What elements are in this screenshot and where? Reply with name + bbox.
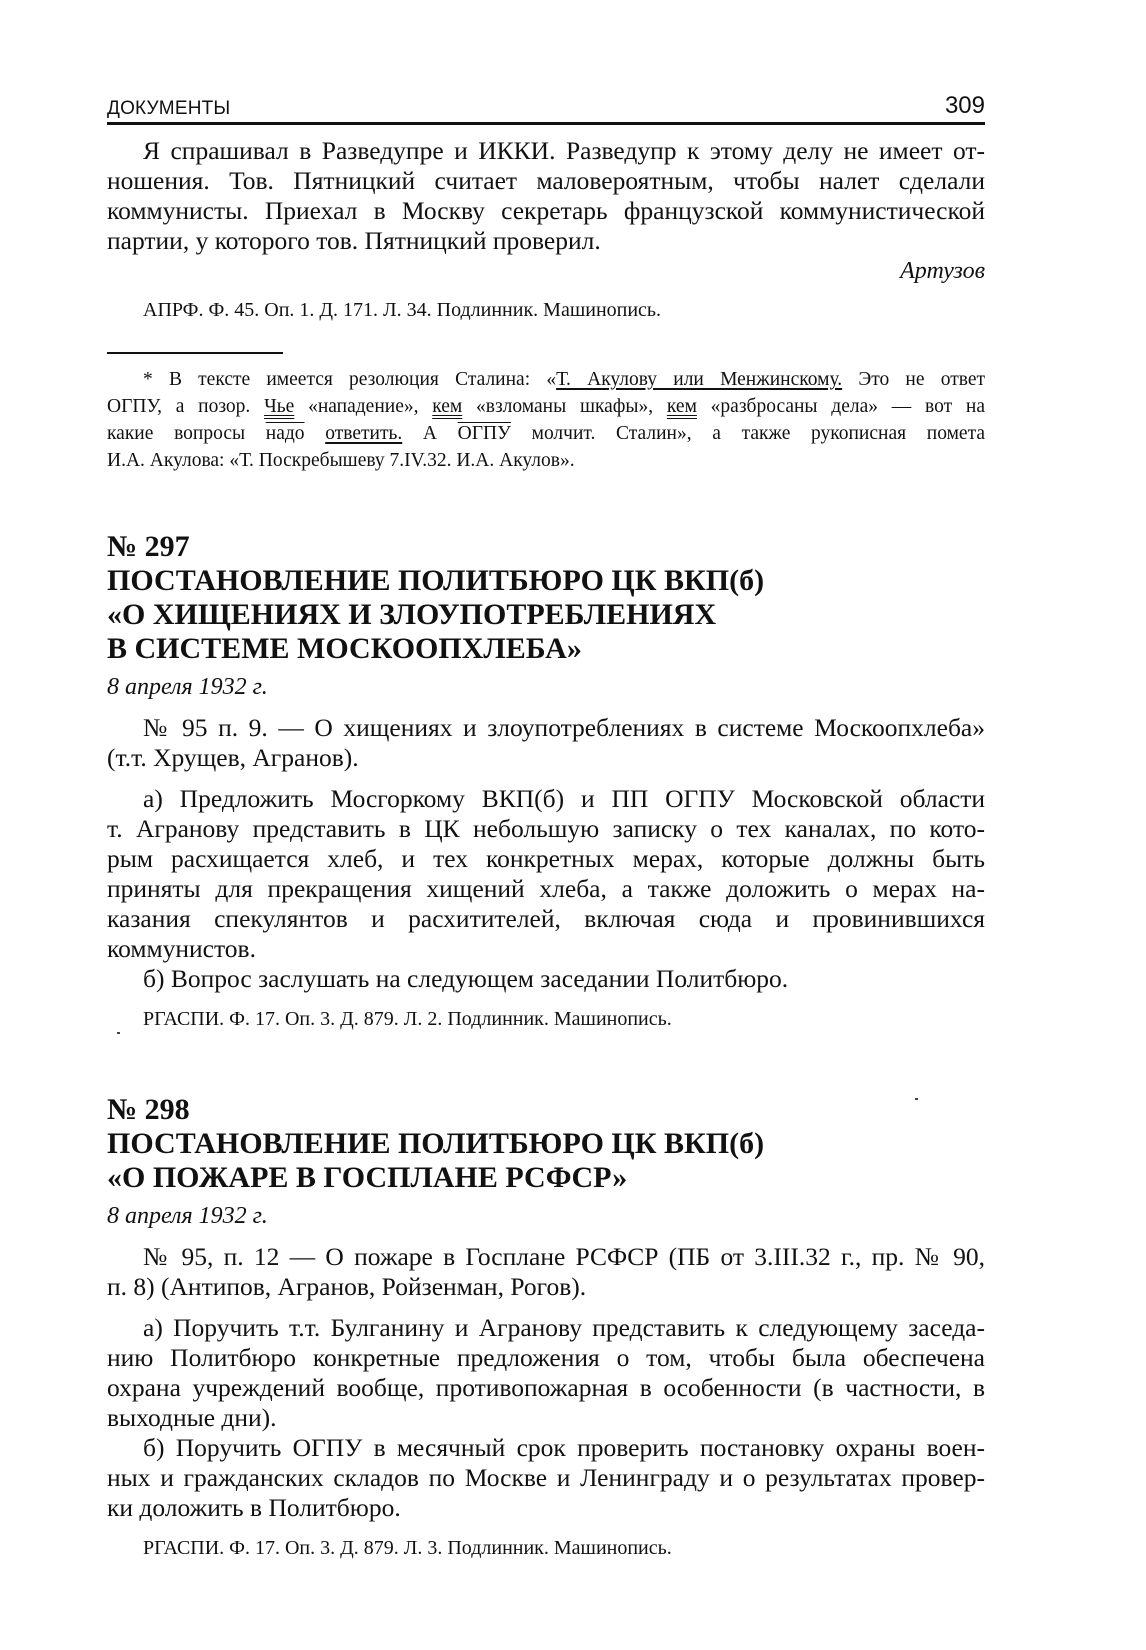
text-line: ки доложить в Политбюро. — [107, 1493, 401, 1522]
header-rule — [107, 122, 985, 125]
scan-speck — [915, 1098, 918, 1100]
underlined-text: ответить. — [325, 423, 403, 444]
text-line: т. Агранову представить в ЦК небольшую записку о тех каналах, по кото- — [107, 814, 985, 843]
text-line: нию Политбюро конкретные предложения о том, чтобы была обеспечена — [107, 1343, 985, 1372]
item-a — [107, 784, 985, 964]
text-line: а) Поручить т.т. Булганину и Агранову представить к следующему заседа- — [143, 1313, 985, 1342]
archive-reference: РГАСПИ. Ф. 17. Оп. 3. Д. 879. Л. 3. Подлинник. Машинопись. — [143, 1537, 672, 1559]
archive-reference: АПРФ. Ф. 45. Оп. 1. Д. 171. Л. 34. Подлинник. Машинопись. — [143, 299, 662, 321]
archive-reference: РГАСПИ. Ф. 17. Оп. 3. Д. 879. Л. 2. Подлинник. Машинопись. — [143, 1008, 672, 1030]
text-line: б) Вопрос заслушать на следующем заседании Политбюро. — [143, 964, 789, 993]
text-line: Я спрашивал в Разведупре и ИККИ. Разведупр к этому делу не имеет от- — [143, 136, 985, 165]
document-298 — [107, 1093, 985, 1560]
document-date: 8 апреля 1932 г. — [107, 1203, 268, 1229]
item-a — [107, 1313, 985, 1433]
text-line: приняты для прекращения хищений хлеба, а также доложить о мерах на- — [107, 874, 985, 903]
text-line: рым расхищается хлеб, и тех конкретных мерах, которые должны быть — [107, 844, 985, 873]
text-line: № 95 п. 9. — О хищениях и злоупотреблениях в системе Москоопхлеба» — [143, 713, 985, 742]
footnote-rule — [107, 352, 283, 354]
text-line: ных и гражданских складов по Москве и Ленинграду и о результатах провер- — [107, 1463, 985, 1492]
text-line: а) Предложить Мосгоркому ВКП(б) и ПП ОГПУ Московской области — [143, 784, 985, 813]
text-line: коммунистов. — [107, 934, 256, 963]
double-underlined-text: кем — [432, 396, 463, 417]
document-title: ПОСТАНОВЛЕНИЕ ПОЛИТБЮРО ЦК ВКП(б) «О ПОЖАРЕ В ГОСПЛАНЕ РСФСР» — [107, 1127, 765, 1194]
section-title: ДОКУМЕНТЫ — [107, 98, 231, 119]
document-297 — [107, 530, 985, 1031]
overlined-text: ОГПУ — [457, 423, 511, 444]
text-line: партии, у которого тов. Пятницкий проверил. — [107, 226, 601, 255]
item-b — [107, 964, 985, 994]
footnote — [107, 366, 985, 474]
double-underlined-text: кем — [666, 396, 697, 417]
text-line: п. 8) (Антипов, Агранов, Ройзенман, Рогов). — [107, 1272, 587, 1301]
scan-speck — [117, 1032, 120, 1034]
page-number: 309 — [944, 92, 985, 119]
footnote-line: ОГПУ, а позор. Чье «нападение», кем «взломаны шкафы», кем «разбросаны дела» — вот на — [107, 396, 985, 417]
continuation-paragraph — [107, 136, 985, 256]
footnote-line: какие вопросы надо ответить. А ОГПУ молчит. Сталин», а также рукописная помета — [107, 423, 985, 444]
text-line: б) Поручить ОГПУ в месячный срок проверить постановку охраны воен- — [143, 1433, 985, 1462]
text-line: казания спекулянтов и расхитителей, включая сюда и провинившихся — [107, 904, 985, 933]
running-head — [107, 92, 985, 120]
footnote-line: * В тексте имеется резолюция Сталина: «Т. Акулову или Менжинскому. Это не ответ — [143, 369, 985, 390]
text-line: выходные дни). — [107, 1403, 277, 1432]
text-line: охрана учреждений вообще, противопожарная в особенности (в частности, в — [107, 1373, 985, 1402]
double-underlined-text: Чье — [264, 396, 295, 417]
overlined-text: надо — [265, 423, 305, 444]
signature: Артузов — [900, 258, 985, 284]
document-date: 8 апреля 1932 г. — [107, 674, 268, 700]
item-b — [107, 1433, 985, 1523]
document-title: ПОСТАНОВЛЕНИЕ ПОЛИТБЮРО ЦК ВКП(б) «О ХИЩЕНИЯХ И ЗЛОУПОТРЕБЛЕНИЯХ В СИСТЕМЕ МОСКООПХЛЕБА» — [107, 564, 765, 665]
text-line: (т.т. Хрущев, Агранов). — [107, 743, 359, 772]
underlined-text: Т. Акулову или Менжинскому. — [556, 369, 843, 390]
text-line: ношения. Тов. Пятницкий считает маловероятным, чтобы налет сделали — [107, 166, 985, 195]
text-line: коммунисты. Приехал в Москву секретарь французской коммунистической — [107, 196, 985, 225]
document-number: № 297 — [107, 530, 190, 563]
footnote-line: И.А. Акулова: «Т. Поскребышеву 7.IV.32. И.А. Акулов». — [107, 450, 575, 471]
intro-paragraph — [107, 1242, 985, 1302]
document-number: № 298 — [107, 1093, 190, 1126]
book-page — [107, 92, 985, 1560]
intro-paragraph — [107, 713, 985, 773]
text-line: № 95, п. 12 — О пожаре в Госплане РСФСР (ПБ от 3.III.32 г., пр. № 90, — [143, 1242, 985, 1271]
